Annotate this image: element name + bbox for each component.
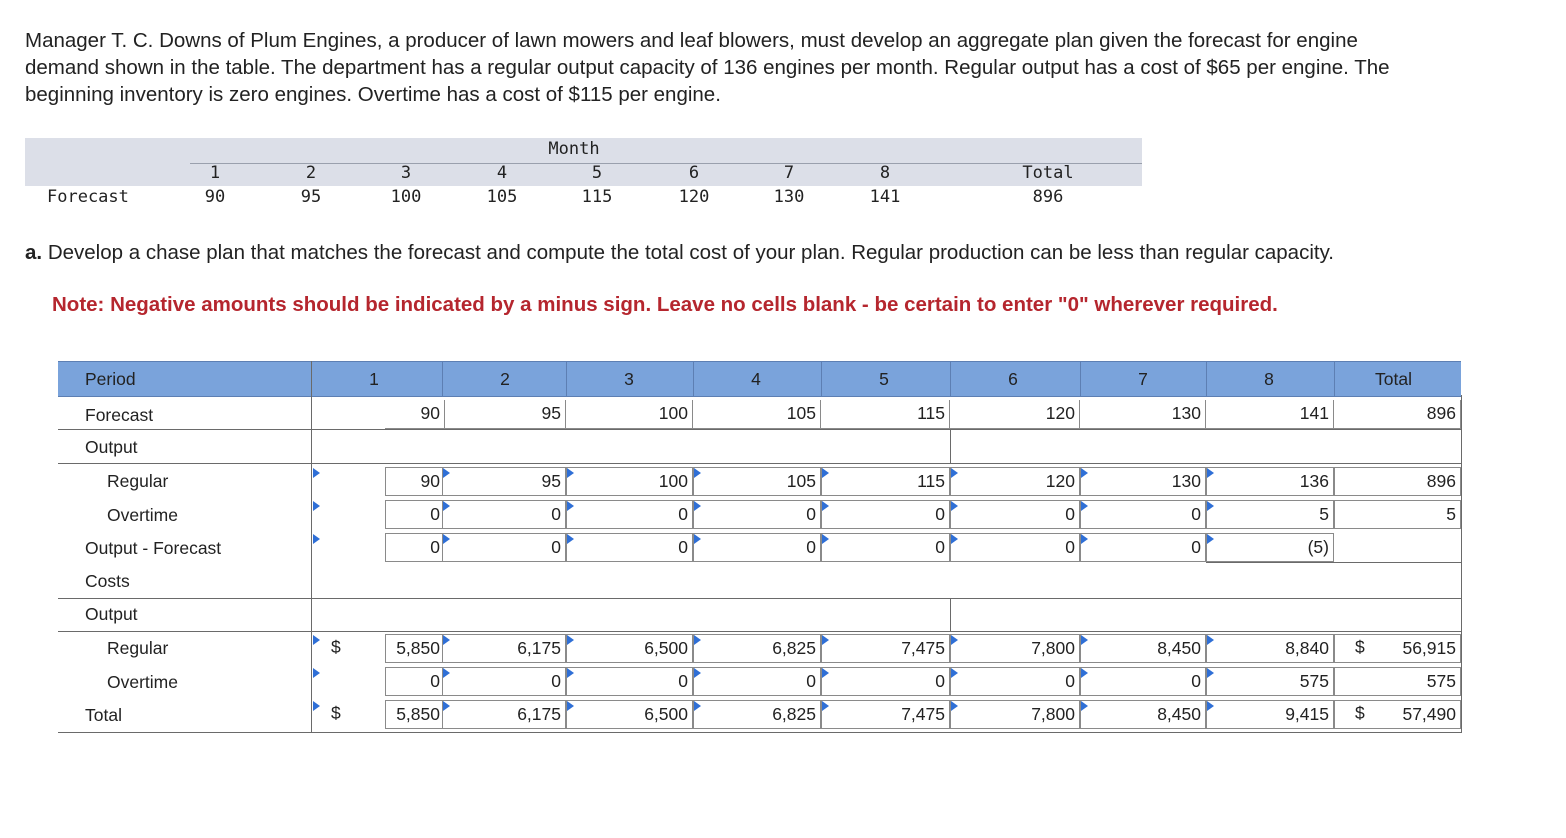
total-cost-cell-2[interactable]: 6,175	[442, 700, 566, 729]
question-prefix: a.	[25, 241, 43, 264]
input-flag-icon	[567, 701, 574, 711]
row-label-cost-output: Output	[85, 604, 138, 624]
forecast-cell-2: 95	[442, 400, 566, 429]
input-flag-icon	[567, 468, 574, 478]
forecast-cell-total: 896	[1334, 400, 1461, 429]
regular-output-cell-7[interactable]: 130	[1080, 467, 1206, 496]
table-rule	[311, 463, 1461, 464]
input-flag-icon	[694, 534, 701, 544]
forecast-table	[25, 138, 1142, 213]
forecast-value-8: 141	[869, 187, 901, 207]
forecast-cell-4: 105	[693, 400, 821, 429]
input-flag-icon	[313, 701, 320, 711]
question-text: Develop a chase plan that matches the forecast and compute the total cost of your plan. Regular production can be less than regular capacity.	[47, 241, 1334, 264]
input-flag-icon	[694, 701, 701, 711]
regular-cost-cell-4[interactable]: 6,825	[693, 634, 821, 663]
row-label-forecast: Forecast	[85, 405, 154, 425]
forecast-cell-5: 115	[821, 400, 950, 429]
header-separator	[950, 362, 951, 396]
total-cost-cell-1[interactable]: 5,850	[385, 700, 445, 729]
input-flag-icon	[951, 701, 958, 711]
row-label-regular: Regular	[107, 471, 169, 491]
currency-symbol: $	[331, 637, 341, 657]
period-header-1: 1	[369, 369, 379, 389]
forecast-cell-6: 120	[950, 400, 1080, 429]
row-label-output-minus-forecast: Output - Forecast	[85, 538, 222, 558]
table-rule	[950, 429, 951, 463]
period-header-6: 6	[1008, 369, 1018, 389]
output-minus-forecast-cell-6[interactable]: 0	[950, 533, 1080, 562]
input-flag-icon	[951, 468, 958, 478]
forecast-month-4: 4	[496, 163, 508, 183]
input-flag-icon	[694, 501, 701, 511]
overtime-output-cell-8[interactable]: 5	[1206, 500, 1334, 529]
regular-output-cell-3[interactable]: 100	[566, 467, 693, 496]
row-label-cost-regular: Regular	[107, 638, 169, 658]
regular-cost-cell-6[interactable]: 7,800	[950, 634, 1080, 663]
period-header-8: 8	[1264, 369, 1274, 389]
regular-cost-cell-8[interactable]: 8,840	[1206, 634, 1334, 663]
overtime-output-cell-1[interactable]: 0	[385, 500, 445, 529]
header-separator	[821, 362, 822, 396]
input-flag-icon	[1207, 668, 1214, 678]
total-cost-cell-7[interactable]: 8,450	[1080, 700, 1206, 729]
overtime-output-cell-3[interactable]: 0	[566, 500, 693, 529]
total-cost-cell-6[interactable]: 7,800	[950, 700, 1080, 729]
input-flag-icon	[1207, 701, 1214, 711]
output-minus-forecast-cell-5[interactable]: 0	[821, 533, 950, 562]
regular-output-cell-2[interactable]: 95	[442, 467, 566, 496]
input-flag-icon	[951, 668, 958, 678]
forecast-month-8: 8	[879, 163, 891, 183]
forecast-month-6: 6	[688, 163, 700, 183]
overtime-cost-cell-6[interactable]: 0	[950, 667, 1080, 696]
period-header-5: 5	[879, 369, 889, 389]
forecast-value-6: 120	[678, 187, 710, 207]
regular-cost-cell-2[interactable]: 6,175	[442, 634, 566, 663]
forecast-month-1: 1	[209, 163, 221, 183]
row-label-output: Output	[85, 437, 138, 457]
header-separator	[1334, 362, 1335, 396]
question-a	[25, 239, 1425, 266]
table-rule	[311, 429, 1461, 430]
input-flag-icon	[822, 668, 829, 678]
overtime-output-cell-5[interactable]: 0	[821, 500, 950, 529]
input-flag-icon	[567, 534, 574, 544]
overtime-cost-cell-total: 575	[1334, 667, 1461, 696]
table-rule	[58, 732, 311, 733]
input-flag-icon	[694, 468, 701, 478]
header-separator	[1080, 362, 1081, 396]
input-flag-icon	[822, 501, 829, 511]
input-flag-icon	[313, 668, 320, 678]
total-cost-cell-3[interactable]: 6,500	[566, 700, 693, 729]
table-rule	[311, 361, 312, 733]
forecast-month-5: 5	[591, 163, 603, 183]
forecast-value-3: 100	[390, 187, 422, 207]
chase-plan-table	[58, 361, 1461, 733]
forecast-month-7: 7	[783, 163, 795, 183]
regular-output-cell-8[interactable]: 136	[1206, 467, 1334, 496]
row-label-overtime: Overtime	[107, 505, 178, 525]
overtime-output-cell-6[interactable]: 0	[950, 500, 1080, 529]
total-cost-cell-8[interactable]: 9,415	[1206, 700, 1334, 729]
input-flag-icon	[694, 635, 701, 645]
input-flag-icon	[313, 501, 320, 511]
input-flag-icon	[1207, 534, 1214, 544]
table-rule	[311, 598, 1461, 599]
input-flag-icon	[443, 534, 450, 544]
regular-output-cell-total: 896	[1334, 467, 1461, 496]
forecast-month-3: 3	[400, 163, 412, 183]
regular-cost-cell-total: 56,915	[1334, 634, 1461, 663]
input-flag-icon	[567, 635, 574, 645]
input-flag-icon	[1081, 668, 1088, 678]
regular-cost-cell-7[interactable]: 8,450	[1080, 634, 1206, 663]
input-flag-icon	[951, 635, 958, 645]
input-flag-icon	[443, 468, 450, 478]
forecast-row-label: Forecast	[47, 187, 129, 207]
input-flag-icon	[313, 534, 320, 544]
plan-header-row	[58, 361, 1461, 397]
forecast-cell-3: 100	[566, 400, 693, 429]
table-rule	[311, 631, 1461, 632]
input-flag-icon	[1081, 701, 1088, 711]
output-minus-forecast-cell-2[interactable]: 0	[442, 533, 566, 562]
forecast-value-7: 130	[773, 187, 805, 207]
problem-statement: Manager T. C. Downs of Plum Engines, a producer of lawn mowers and leaf blowers, must develop an aggregate plan given the forecast for engine demand shown in the table. The department has a regular output capacity of 136 engines per month. Regular output has a cost of $65 per engine. The beginning inventory is zero engines. Overtime has a cost of $115 per engine.	[25, 29, 1390, 106]
overtime-output-cell-7[interactable]: 0	[1080, 500, 1206, 529]
header-separator	[1206, 362, 1207, 396]
input-flag-icon	[1081, 534, 1088, 544]
period-header-4: 4	[751, 369, 761, 389]
overtime-cost-cell-1[interactable]: 0	[385, 667, 445, 696]
row-label-cost-overtime: Overtime	[107, 672, 178, 692]
table-rule	[58, 631, 311, 632]
table-rule	[58, 598, 311, 599]
row-label-costs: Costs	[85, 571, 130, 591]
total-cost-cell-5[interactable]: 7,475	[821, 700, 950, 729]
overtime-cost-cell-3[interactable]: 0	[566, 667, 693, 696]
input-flag-icon	[951, 534, 958, 544]
output-minus-forecast-cell-1[interactable]: 0	[385, 533, 445, 562]
row-label-total: Total	[85, 705, 122, 725]
overtime-cost-cell-7[interactable]: 0	[1080, 667, 1206, 696]
header-separator	[442, 362, 443, 396]
currency-symbol: $	[331, 703, 341, 723]
period-header-label: Period	[85, 369, 136, 389]
overtime-cost-cell-2[interactable]: 0	[442, 667, 566, 696]
header-separator	[693, 362, 694, 396]
forecast-value-2: 95	[300, 187, 322, 207]
input-flag-icon	[443, 701, 450, 711]
overtime-cost-cell-4[interactable]: 0	[693, 667, 821, 696]
forecast-cell-8: 141	[1206, 400, 1334, 429]
input-flag-icon	[567, 501, 574, 511]
forecast-table-divider	[190, 163, 1142, 164]
input-flag-icon	[951, 501, 958, 511]
output-minus-forecast-cell-4[interactable]: 0	[693, 533, 821, 562]
table-rule	[58, 429, 311, 430]
input-flag-icon	[567, 668, 574, 678]
overtime-cost-cell-8[interactable]: 575	[1206, 667, 1334, 696]
regular-output-cell-4[interactable]: 105	[693, 467, 821, 496]
regular-cost-cell-1[interactable]: 5,850	[385, 634, 445, 663]
total-cost-cell-4[interactable]: 6,825	[693, 700, 821, 729]
input-flag-icon	[822, 534, 829, 544]
forecast-total-value: 896	[1032, 187, 1064, 207]
forecast-value-4: 105	[486, 187, 518, 207]
table-rule	[311, 732, 1461, 733]
output-minus-forecast-cell-8[interactable]: (5)	[1206, 533, 1334, 562]
table-rule	[950, 598, 951, 632]
table-rule	[1206, 562, 1461, 563]
input-flag-icon	[1081, 501, 1088, 511]
input-flag-icon	[443, 668, 450, 678]
regular-output-cell-5[interactable]: 115	[821, 467, 950, 496]
regular-cost-cell-3[interactable]: 6,500	[566, 634, 693, 663]
regular-output-cell-6[interactable]: 120	[950, 467, 1080, 496]
input-flag-icon	[443, 501, 450, 511]
input-flag-icon	[822, 468, 829, 478]
input-flag-icon	[443, 635, 450, 645]
period-header-7: 7	[1138, 369, 1148, 389]
input-flag-icon	[313, 635, 320, 645]
table-rule	[1461, 395, 1462, 733]
forecast-cell-1: 90	[385, 400, 445, 429]
input-flag-icon	[694, 668, 701, 678]
question-note: Note: Negative amounts should be indicated by a minus sign. Leave no cells blank - be certain to enter "0" wherever required.	[52, 293, 1278, 316]
forecast-month-header: Month	[548, 139, 600, 159]
input-flag-icon	[1081, 635, 1088, 645]
input-flag-icon	[313, 468, 320, 478]
period-header-2: 2	[500, 369, 510, 389]
currency-symbol: $	[1355, 637, 1365, 657]
input-flag-icon	[1207, 468, 1214, 478]
currency-symbol: $	[1355, 703, 1365, 723]
regular-output-cell-1[interactable]: 90	[385, 467, 445, 496]
forecast-value-1: 90	[204, 187, 226, 207]
overtime-output-cell-4[interactable]: 0	[693, 500, 821, 529]
input-flag-icon	[1207, 635, 1214, 645]
forecast-value-5: 115	[581, 187, 613, 207]
input-flag-icon	[822, 635, 829, 645]
table-rule	[58, 463, 311, 464]
input-flag-icon	[1207, 501, 1214, 511]
overtime-output-cell-total: 5	[1334, 500, 1461, 529]
period-header-total: Total	[1375, 369, 1412, 389]
output-minus-forecast-cell-3[interactable]: 0	[566, 533, 693, 562]
forecast-total-label: Total	[1022, 163, 1074, 183]
overtime-output-cell-2[interactable]: 0	[442, 500, 566, 529]
input-flag-icon	[1081, 468, 1088, 478]
header-separator	[566, 362, 567, 396]
overtime-cost-cell-5[interactable]: 0	[821, 667, 950, 696]
total-cost-cell-total: 57,490	[1334, 700, 1461, 729]
regular-cost-cell-5[interactable]: 7,475	[821, 634, 950, 663]
forecast-cell-7: 130	[1080, 400, 1206, 429]
forecast-month-2: 2	[305, 163, 317, 183]
input-flag-icon	[822, 701, 829, 711]
period-header-3: 3	[624, 369, 634, 389]
output-minus-forecast-cell-7[interactable]: 0	[1080, 533, 1206, 562]
